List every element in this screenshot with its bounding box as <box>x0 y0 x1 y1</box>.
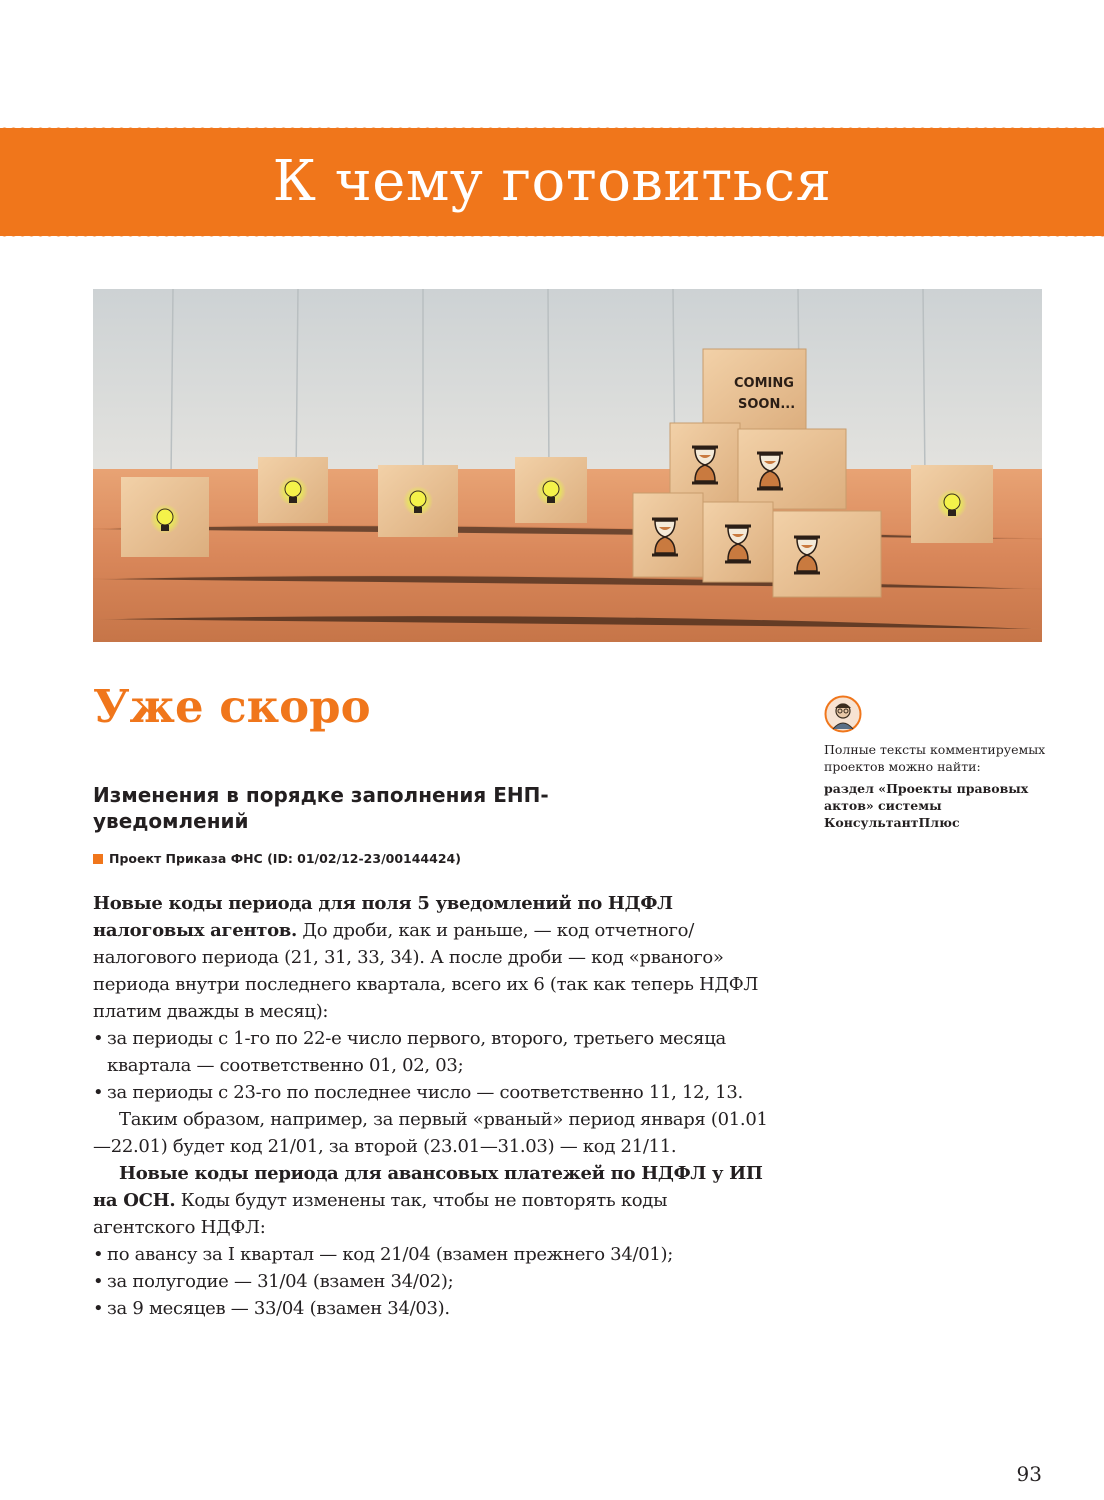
paragraph-lead-bold: Новые коды периода для поля 5 уведомлений по НДФЛ налоговых агентов. <box>93 893 673 941</box>
sidebar-note-text: Полные тексты комментируемых проектов можно найти: <box>824 742 1046 774</box>
cube-text-coming: COMING <box>734 376 794 391</box>
paragraph-example: Таким образом, например, за первый «рваный» период января (01.01—22.01) будет код 21/01, за второй (23.01—31.03) — код 21/11. <box>93 1109 768 1157</box>
article-subtitle: Изменения в порядке заполнения ЕНП-уведомлений <box>93 783 549 833</box>
header-photo-coming-soon-cubes <box>93 289 1042 642</box>
article-body <box>93 890 773 1322</box>
list-item: • за полугодие — 31/04 (взамен 34/02); <box>93 1268 773 1295</box>
list-item: • по авансу за I квартал — код 21/04 (взамен прежнего 34/01); <box>93 1241 773 1268</box>
list-item: • за 9 месяцев — 33/04 (взамен 34/03). <box>93 1295 773 1322</box>
orange-square-icon <box>93 854 103 864</box>
paragraph-ip-codes <box>93 1160 773 1241</box>
consultant-avatar-icon <box>824 695 862 733</box>
ip-codes-list <box>93 1241 773 1322</box>
paragraph-text: Коды будут изменены так, чтобы не повторять коды агентского НДФЛ: <box>93 1190 668 1238</box>
list-item: • за периоды с 1-го по 22-е число первого, второго, третьего месяца квартала — соответственно 01, 02, 03; <box>93 1025 773 1079</box>
source-text: Проект Приказа ФНС (ID: 01/02/12-23/00144424) <box>109 851 461 866</box>
banner-scalloped-edge-bottom <box>0 232 1104 240</box>
sidebar-reference: раздел «Проекты правовых актов» системы КонсультантПлюс <box>824 781 1029 830</box>
banner-title: К чему готовиться <box>272 149 832 214</box>
source-reference <box>93 850 461 868</box>
banner-scalloped-edge-top <box>0 124 1104 132</box>
header-banner <box>0 128 1104 236</box>
paragraph-text: До дроби, как и раньше, — код отчетного/налогового периода (21, 31, 33, 34). А после дроби — код «рваного» периода внутри последнего квартала, всего их 6 (так как теперь НДФЛ платим дважды в месяц): <box>93 920 759 1022</box>
section-title: Уже скоро <box>93 680 371 733</box>
paragraph-lead-bold: Новые коды периода для авансовых платежей по НДФЛ у ИП на ОСН. <box>93 1163 763 1211</box>
agent-codes-list <box>93 1025 773 1106</box>
page-number: 93 <box>1016 1462 1042 1486</box>
list-item: • за периоды с 23-го по последнее число — соответственно 11, 12, 13. <box>93 1079 773 1106</box>
sidebar-note <box>824 741 1054 831</box>
cube-text-soon: SOON... <box>738 397 796 412</box>
paragraph-agent-codes <box>93 890 773 1025</box>
